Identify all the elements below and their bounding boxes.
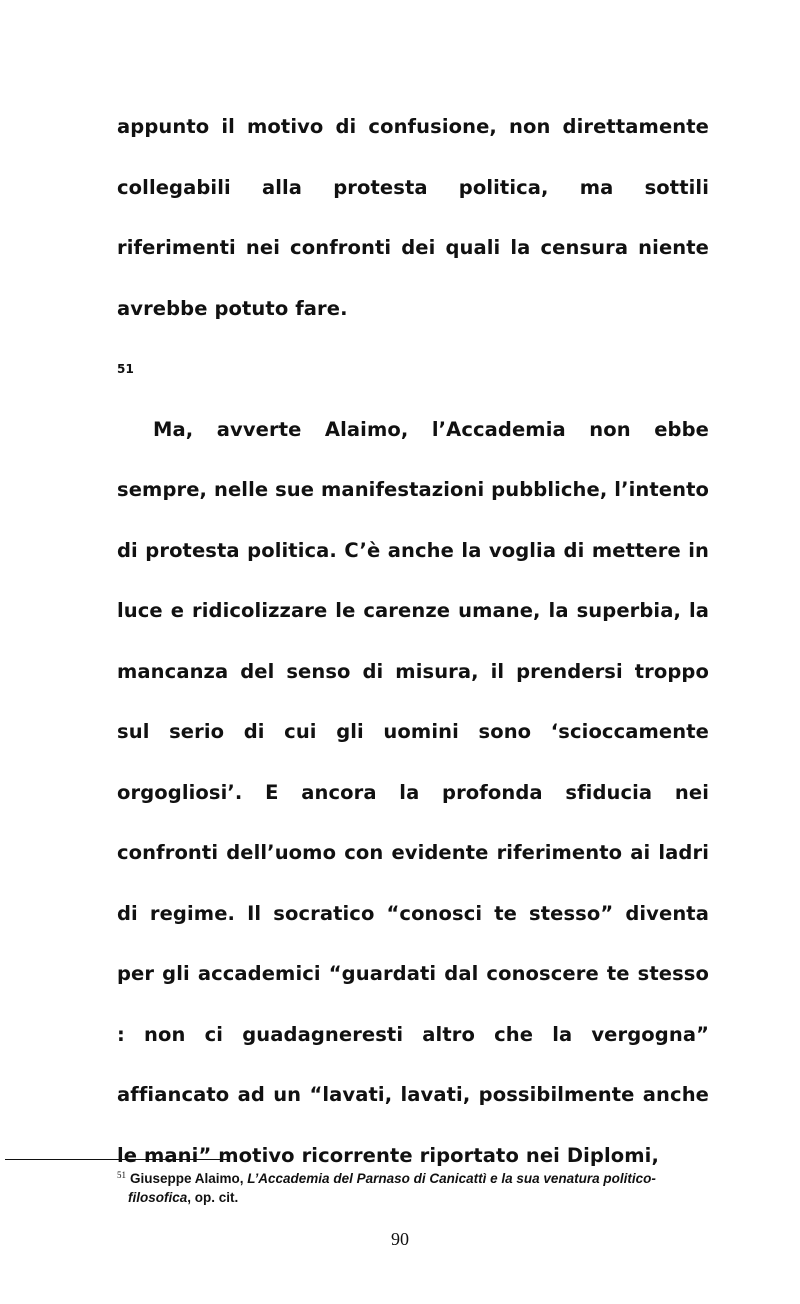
- footnote-reference: 51: [117, 362, 134, 376]
- footnote-author: Giuseppe Alaimo,: [130, 1171, 248, 1186]
- footnote-line-1: [117, 1166, 709, 1188]
- footnote-line-2: [117, 1188, 709, 1207]
- footnote-suffix: , op. cit.: [187, 1190, 239, 1205]
- paragraph-1: appunto il motivo di confusione, non direttamente collegabili alla protesta politica, ma sottili riferimenti nei confronti dei quali la censura niente avrebbe potuto fare.: [117, 115, 709, 320]
- page-number: 90: [391, 1229, 409, 1249]
- footnote-separator: [5, 1159, 229, 1160]
- footnote-number: 51: [117, 1170, 126, 1180]
- footnote-title-continued: filosofica: [128, 1190, 188, 1205]
- paragraph-2: Ma, avverte Alaimo, l’Accademia non ebbe sempre, nelle sue manifestazioni pubbliche, l’intento di protesta politica. C’è anche la voglia di mettere in luce e ridicolizzare le carenze umane, la superbia, la mancanza del senso di misura, il prendersi troppo sul serio di cui gli uomini sono ‘scioccamente orgogliosi’. E ancora la profonda sfiducia nei confronti dell’uomo con evidente riferimento ai ladri di regime. Il socratico “conosci te stesso” diventa per gli accademici “guardati dal conoscere te stesso : non ci guadagneresti altro che la vergogna” affiancato ad un “lavati, lavati, possibilmente anche le mani” motivo ricorrente riportato nei Diplomi,: [117, 417, 709, 1167]
- body-text: [117, 97, 709, 1186]
- footnote: [117, 1166, 709, 1207]
- footnote-title: L’Accademia del Parnaso di Canicattì e la sua venatura politico-: [247, 1171, 656, 1186]
